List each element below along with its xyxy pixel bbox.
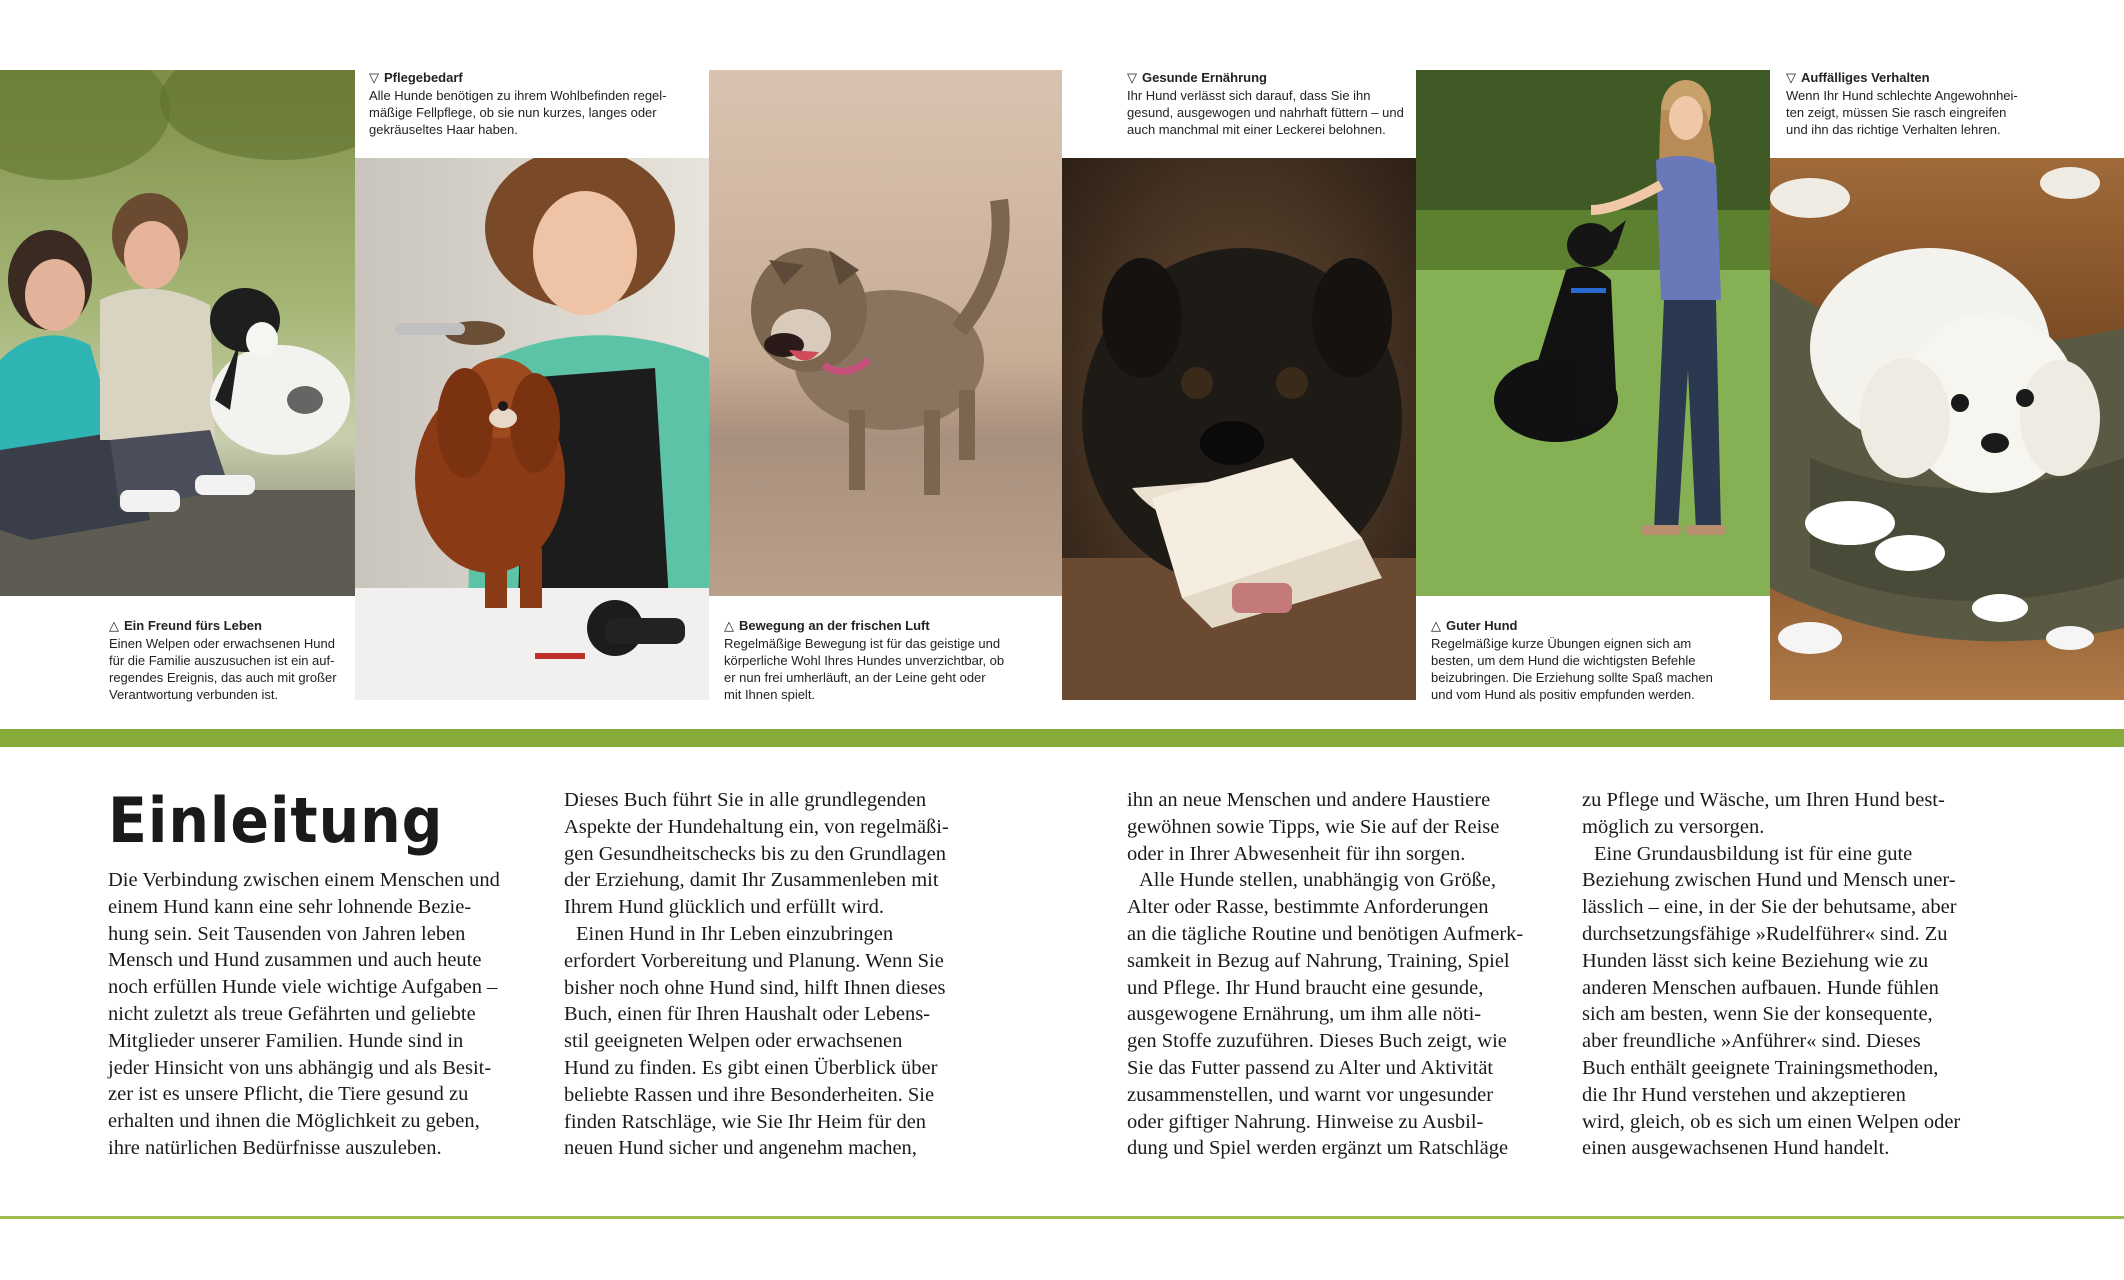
- text-line: anderen Menschen aufbauen. Hunde fühlen: [1582, 976, 1939, 999]
- caption-heading: ▽ Auffälliges Verhalten: [1786, 70, 1930, 85]
- text-line: Eine Grundausbildung ist für eine gute: [1594, 842, 1913, 865]
- caption-line: für die Familie auszusuchen ist ein auf-: [109, 653, 335, 668]
- text-line: Die Verbindung zwischen einem Menschen und: [108, 869, 500, 891]
- caption-line: besten, um dem Hund die wichtigsten Befehle: [1431, 653, 1696, 668]
- triangle-down-icon: ▽: [1786, 70, 1796, 85]
- caption-line: auch manchmal mit einer Leckerei belohnen.: [1127, 122, 1386, 137]
- text-line: oder giftiger Nahrung. Hinweise zu Ausbil-: [1127, 1110, 1484, 1133]
- triangle-down-icon: ▽: [1127, 70, 1137, 85]
- text-line: Aspekte der Hundehaltung ein, von regelmäßi-: [564, 815, 949, 838]
- text-line: und Pflege. Ihr Hund braucht eine gesunde,: [1127, 976, 1484, 999]
- text-line: stil geeigneten Welpen oder erwachsenen: [564, 1030, 903, 1053]
- text-line: Ihrem Hund glücklich und erfüllt wird.: [564, 896, 884, 919]
- caption-line: Verantwortung verbunden ist.: [109, 687, 279, 702]
- text-line: Hund zu finden. Es gibt einen Überblick über: [564, 1056, 938, 1079]
- caption-line: mit Ihnen spielt.: [724, 687, 816, 702]
- caption-line: Wenn Ihr Hund schlechte Angewohnhei-: [1786, 88, 2018, 103]
- photo-running-dog: [709, 70, 1062, 596]
- text-line: die Ihr Hund verstehen und akzeptieren: [1582, 1083, 1906, 1106]
- caption-line: regendes Ereignis, das auch mit großer: [109, 670, 337, 685]
- text-column-1: [108, 867, 558, 1162]
- caption-behaviour: [1786, 69, 2076, 138]
- text-column-2: [564, 787, 1014, 1162]
- text-line: Mitglieder unserer Familien. Hunde sind in: [108, 1029, 464, 1052]
- text-line: noch erfüllen Hunde viele wichtige Aufgaben –: [108, 976, 498, 999]
- caption-heading: △ Bewegung an der frischen Luft: [724, 618, 930, 633]
- text-line: beliebte Rassen und ihre Besonderheiten. Sie: [564, 1083, 935, 1106]
- text-line: oder in Ihrer Abwesenheit für ihn sorgen.: [1127, 842, 1466, 865]
- caption-line: gesund, ausgewogen und nahrhaft füttern – und: [1127, 105, 1404, 120]
- paragraph: [1582, 787, 2032, 841]
- photo-puppy-torn-cushion: [1770, 158, 2124, 700]
- text-line: einen ausgewachsenen Hund handelt.: [1582, 1137, 1890, 1160]
- text-line: erfordert Vorbereitung und Planung. Wenn Sie: [564, 949, 944, 972]
- text-line: Alle Hunde stellen, unabhängig von Größe,: [1139, 869, 1496, 892]
- text-line: Hunden lässt sich keine Beziehung wie zu: [1582, 949, 1929, 972]
- text-line: zu Pflege und Wäsche, um Ihren Hund best-: [1582, 789, 1945, 811]
- text-line: einem Hund kann eine sehr lohnende Bezie-: [108, 895, 472, 918]
- text-column-3: [1127, 787, 1577, 1162]
- caption-heading: △ Guter Hund: [1431, 618, 1518, 633]
- caption-line: körperliche Wohl Ihres Hundes unverzichtbar, ob: [724, 653, 1005, 668]
- text-line: jeder Hinsicht von uns abhängig und als Besit-: [108, 1056, 492, 1079]
- paragraph: [108, 867, 558, 1162]
- text-line: an die tägliche Routine und benötigen Aufmerk-: [1127, 922, 1524, 945]
- caption-heading: △ Ein Freund fürs Leben: [109, 618, 262, 633]
- triangle-up-icon: △: [109, 618, 119, 633]
- text-line: durchsetzungsfähige »Rudelführer« sind. Zu: [1582, 922, 1948, 945]
- section-divider-bar: [0, 729, 2124, 747]
- text-line: möglich zu versorgen.: [1582, 815, 1765, 838]
- text-line: der Erziehung, damit Ihr Zusammenleben mit: [564, 869, 939, 892]
- caption-line: Einen Welpen oder erwachsenen Hund: [109, 636, 335, 651]
- paragraph: [1582, 841, 2032, 1163]
- text-line: Alter oder Rasse, bestimmte Anforderungen: [1127, 896, 1489, 919]
- page-title: Einleitung: [108, 784, 444, 857]
- text-line: ausgewogene Ernährung, um ihm alle nöti-: [1127, 1003, 1482, 1026]
- paragraph: [564, 787, 1014, 921]
- photo-dog-chewing-treat: [1062, 158, 1416, 700]
- text-line: nicht zuletzt als treue Gefährten und geliebte: [108, 1002, 476, 1025]
- caption-grooming: [369, 69, 669, 138]
- triangle-up-icon: △: [724, 618, 734, 633]
- text-line: Mensch und Hund zusammen und auch heute: [108, 949, 482, 972]
- text-line: zer ist es unsere Pflicht, die Tiere gesund zu: [108, 1083, 469, 1106]
- caption-line: gekräuseltes Haar haben.: [369, 122, 518, 137]
- text-line: sich am besten, wenn Sie der konsequente,: [1582, 1003, 1933, 1026]
- text-line: zusammenstellen, und warnt vor ungesunder: [1127, 1083, 1494, 1106]
- text-line: erhalten und ihnen die Möglichkeit zu geben,: [108, 1110, 480, 1133]
- text-line: Einen Hund in Ihr Leben einzubringen: [576, 922, 894, 945]
- caption-nutrition: [1127, 69, 1417, 138]
- caption-line: Regelmäßige Bewegung ist für das geistige und: [724, 636, 1001, 651]
- caption-line: und vom Hund als positiv empfunden werden.: [1431, 687, 1695, 702]
- caption-heading: ▽ Gesunde Ernährung: [1127, 70, 1267, 85]
- text-line: ihn an neue Menschen und andere Haustiere: [1127, 789, 1491, 811]
- text-line: samkeit in Bezug auf Nahrung, Training, Spiel: [1127, 949, 1510, 972]
- text-line: bisher noch ohne Hund sind, hilft Ihnen dieses: [564, 976, 946, 999]
- caption-friend: [109, 617, 349, 703]
- bottom-rule: [0, 1216, 2124, 1219]
- text-line: finden Ratschläge, wie Sie Ihr Heim für den: [564, 1110, 927, 1133]
- text-line: aber freundliche »Anführer« sind. Dieses: [1582, 1030, 1921, 1053]
- text-line: ihre natürlichen Bedürfnisse auszuleben.: [108, 1136, 442, 1159]
- photo-grooming: [355, 158, 709, 700]
- photo-dog-training: [1416, 70, 1770, 596]
- caption-line: Ihr Hund verlässt sich darauf, dass Sie ihn: [1127, 88, 1371, 103]
- caption-line: Regelmäßige kurze Übungen eignen sich am: [1431, 636, 1692, 651]
- photo-couple-with-dog: [0, 70, 355, 596]
- caption-line: ten zeigt, müssen Sie rasch eingreifen: [1786, 105, 2007, 120]
- caption-heading: ▽ Pflegebedarf: [369, 70, 463, 85]
- text-line: gen Gesundheitschecks bis zu den Grundlagen: [564, 842, 946, 865]
- caption-line: mäßige Fellpflege, ob sie nun kurzes, langes oder: [369, 105, 657, 120]
- caption-line: beizubringen. Die Erziehung sollte Spaß machen: [1431, 670, 1713, 685]
- caption-good-dog: [1431, 617, 1731, 703]
- text-column-4: [1582, 787, 2032, 1162]
- text-line: Buch, einen für Ihren Haushalt oder Lebens-: [564, 1003, 931, 1026]
- text-line: Beziehung zwischen Hund und Mensch uner-: [1582, 869, 1956, 892]
- paragraph: [564, 921, 1014, 1162]
- triangle-down-icon: ▽: [369, 70, 379, 85]
- text-line: wird, gleich, ob es sich um einen Welpen oder: [1582, 1110, 1961, 1133]
- text-line: neuen Hund sicher und angenehm machen,: [564, 1137, 917, 1160]
- triangle-up-icon: △: [1431, 618, 1441, 633]
- caption-line: er nun frei umherläuft, an der Leine geht oder: [724, 670, 986, 685]
- text-line: gewöhnen sowie Tipps, wie Sie auf der Reise: [1127, 815, 1500, 838]
- text-line: hung sein. Seit Tausenden von Jahren leben: [108, 922, 466, 945]
- paragraph: [1127, 787, 1577, 867]
- text-line: Buch enthält geeignete Trainingsmethoden,: [1582, 1056, 1939, 1079]
- text-line: Dieses Buch führt Sie in alle grundlegenden: [564, 789, 927, 811]
- text-line: gen Stoffe zuzuführen. Dieses Buch zeigt, wie: [1127, 1030, 1507, 1053]
- caption-line: und ihn das richtige Verhalten lehren.: [1786, 122, 2001, 137]
- caption-line: Alle Hunde benötigen zu ihrem Wohlbefinden regel-: [369, 88, 667, 103]
- text-line: dung und Spiel werden ergänzt um Ratschläge: [1127, 1137, 1509, 1160]
- paragraph: [1127, 867, 1577, 1162]
- text-line: Sie das Futter passend zu Alter und Aktivität: [1127, 1056, 1494, 1079]
- text-line: lässlich – eine, in der Sie der behutsame, aber: [1582, 896, 1957, 919]
- caption-exercise: [724, 617, 1014, 703]
